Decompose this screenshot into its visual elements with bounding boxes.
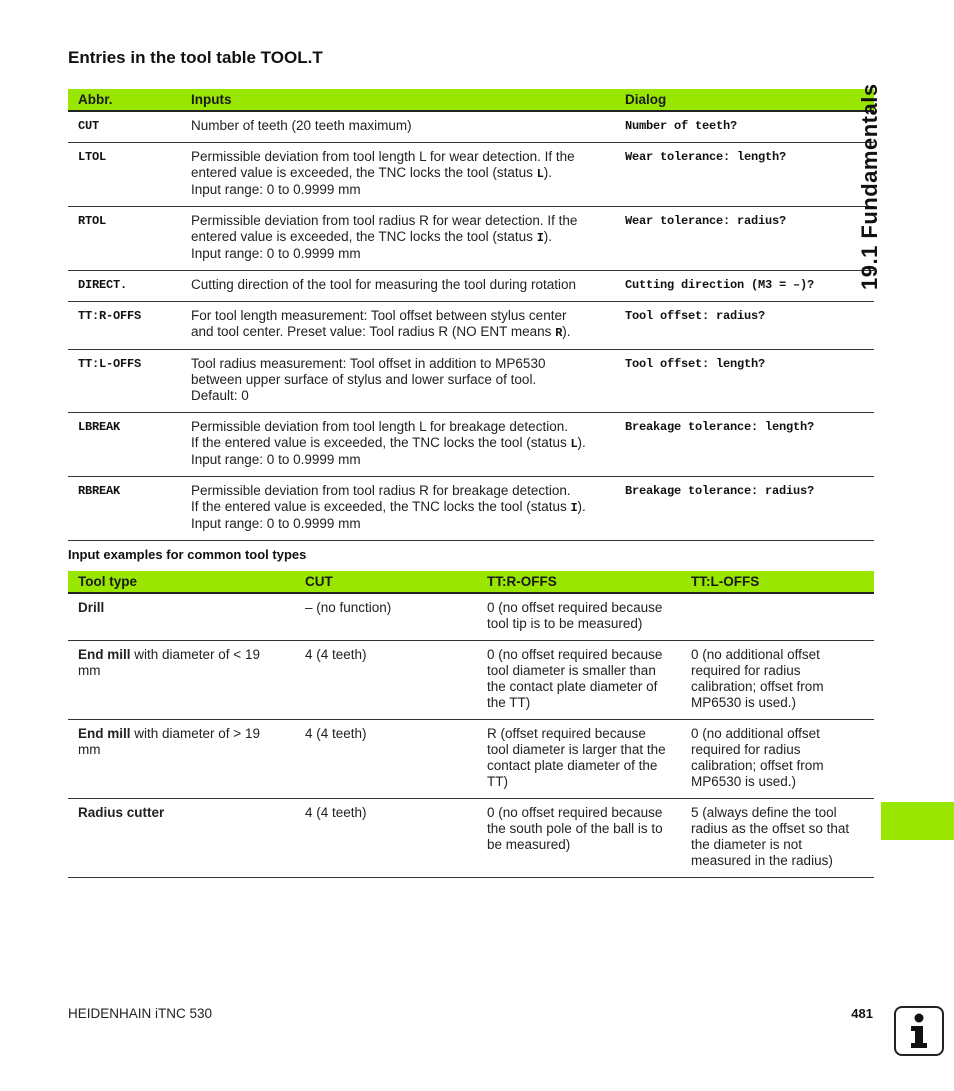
tool-type-cell	[68, 593, 295, 641]
tool-type-name: Radius cutter	[78, 805, 165, 820]
r-offs-cell: 0 (no offset required because the south pole of the ball is to be measured)	[477, 799, 681, 878]
column-header-tt-r-offs: TT:R-OFFS	[477, 571, 681, 593]
dialog-cell: Tool offset: length?	[615, 350, 874, 413]
column-header-abbr: Abbr.	[68, 89, 181, 111]
table-row	[68, 271, 874, 302]
table-row	[68, 720, 874, 799]
input-text: Permissible deviation from tool radius R for wear detection. If the	[191, 213, 578, 228]
dialog-cell: Breakage tolerance: length?	[615, 413, 874, 477]
footer-manual-name: HEIDENHAIN iTNC 530	[68, 1006, 213, 1021]
page-number: 481	[851, 1006, 873, 1021]
inputs-cell	[181, 207, 615, 271]
l-offs-cell: 5 (always define the tool radius as the offset so that the diameter is not measured in the radius)	[681, 799, 874, 878]
chapter-tab-marker	[881, 802, 954, 840]
tool-type-examples-table	[68, 571, 874, 878]
table-row	[68, 477, 874, 541]
input-text: ).	[543, 229, 552, 244]
status-code: L	[570, 437, 578, 451]
inputs-cell	[181, 143, 615, 207]
r-offs-cell: R (offset required because tool diameter is larger that the contact plate diameter of the TT)	[477, 720, 681, 799]
abbr-cell: LBREAK	[68, 413, 181, 477]
input-text: between upper surface of stylus and lower surface of tool.	[191, 372, 537, 387]
column-header-dialog: Dialog	[615, 89, 874, 111]
cut-cell: 4 (4 teeth)	[295, 720, 477, 799]
cut-cell: 4 (4 teeth)	[295, 641, 477, 720]
input-text: ).	[577, 435, 586, 450]
input-text: Number of teeth (20 teeth maximum)	[191, 118, 412, 133]
dialog-cell: Number of teeth?	[615, 111, 874, 143]
input-text: Permissible deviation from tool radius R for breakage detection.	[191, 483, 571, 498]
tool-type-detail: with diameter of < 19 mm	[78, 647, 260, 678]
abbr-cell: LTOL	[68, 143, 181, 207]
l-offs-cell: 0 (no additional offset required for radius calibration; offset from MP6530 is used.)	[681, 641, 874, 720]
inputs-cell	[181, 302, 615, 350]
tool-table-entries	[68, 89, 874, 541]
input-text: For tool length measurement: Tool offset between stylus center	[191, 308, 567, 323]
dialog-cell: Wear tolerance: radius?	[615, 207, 874, 271]
input-text: ).	[543, 165, 552, 180]
tool-type-name: End mill	[78, 647, 131, 662]
tool-type-cell	[68, 799, 295, 878]
dialog-cell: Tool offset: radius?	[615, 302, 874, 350]
r-offs-cell: 0 (no offset required because tool tip is to be measured)	[477, 593, 681, 641]
inputs-cell	[181, 271, 615, 302]
table-row	[68, 207, 874, 271]
table-row	[68, 641, 874, 720]
inputs-cell	[181, 477, 615, 541]
table-row	[68, 350, 874, 413]
table-row	[68, 799, 874, 878]
abbr-cell: RBREAK	[68, 477, 181, 541]
input-text: If the entered value is exceeded, the TNC locks the tool (status	[191, 435, 571, 450]
input-range: Input range: 0 to 0.9999 mm	[191, 516, 361, 531]
column-header-cut: CUT	[295, 571, 477, 593]
info-icon	[894, 1006, 944, 1056]
examples-heading: Input examples for common tool types	[68, 547, 307, 562]
abbr-cell: TT:R-OFFS	[68, 302, 181, 350]
tool-type-detail: with diameter of > 19 mm	[78, 726, 260, 757]
input-text: If the entered value is exceeded, the TNC locks the tool (status	[191, 499, 571, 514]
l-offs-cell: 0 (no additional offset required for radius calibration; offset from MP6530 is used.)	[681, 720, 874, 799]
column-header-tool-type: Tool type	[68, 571, 295, 593]
info-icon-glyph	[904, 1012, 934, 1050]
cut-cell: – (no function)	[295, 593, 477, 641]
input-text: entered value is exceeded, the TNC locks the tool (status	[191, 229, 537, 244]
table-row	[68, 143, 874, 207]
input-default: Default: 0	[191, 388, 249, 403]
input-range: Input range: 0 to 0.9999 mm	[191, 182, 361, 197]
input-text: and tool center. Preset value: Tool radius R (NO ENT means	[191, 324, 556, 339]
page-title: Entries in the tool table TOOL.T	[68, 48, 323, 67]
tool-type-cell	[68, 641, 295, 720]
column-header-tt-l-offs: TT:L-OFFS	[681, 571, 874, 593]
table-row	[68, 111, 874, 143]
dialog-cell: Wear tolerance: length?	[615, 143, 874, 207]
input-text: ).	[577, 499, 586, 514]
input-text: Tool radius measurement: Tool offset in addition to MP6530	[191, 356, 546, 371]
table-header-row	[68, 89, 874, 111]
tool-type-name: End mill	[78, 726, 131, 741]
tool-type-name: Drill	[78, 600, 105, 615]
status-code: I	[536, 231, 544, 245]
dialog-cell: Breakage tolerance: radius?	[615, 477, 874, 541]
input-text: ).	[562, 324, 571, 339]
cut-cell: 4 (4 teeth)	[295, 799, 477, 878]
l-offs-cell	[681, 593, 874, 641]
column-header-inputs: Inputs	[181, 89, 615, 111]
table-row	[68, 413, 874, 477]
abbr-cell: DIRECT.	[68, 271, 181, 302]
input-text: Permissible deviation from tool length L for breakage detection.	[191, 419, 568, 434]
table-header-row	[68, 571, 874, 593]
status-code: I	[570, 501, 578, 515]
inputs-cell	[181, 413, 615, 477]
status-code: L	[536, 167, 544, 181]
tool-type-cell	[68, 720, 295, 799]
abbr-cell: TT:L-OFFS	[68, 350, 181, 413]
abbr-cell: CUT	[68, 111, 181, 143]
chapter-side-title: 19.1 Fundamentals	[857, 83, 882, 290]
input-text: Cutting direction of the tool for measuring the tool during rotation	[191, 277, 576, 292]
input-text: entered value is exceeded, the TNC locks the tool (status	[191, 165, 537, 180]
input-range: Input range: 0 to 0.9999 mm	[191, 452, 361, 467]
input-text: Permissible deviation from tool length L for wear detection. If the	[191, 149, 575, 164]
abbr-cell: RTOL	[68, 207, 181, 271]
r-offs-cell: 0 (no offset required because tool diameter is smaller than the contact plate diameter of the TT)	[477, 641, 681, 720]
table-row	[68, 593, 874, 641]
inputs-cell	[181, 350, 615, 413]
status-code: R	[555, 326, 563, 340]
input-range: Input range: 0 to 0.9999 mm	[191, 246, 361, 261]
dialog-cell: Cutting direction (M3 = –)?	[615, 271, 874, 302]
inputs-cell	[181, 111, 615, 143]
table-row	[68, 302, 874, 350]
